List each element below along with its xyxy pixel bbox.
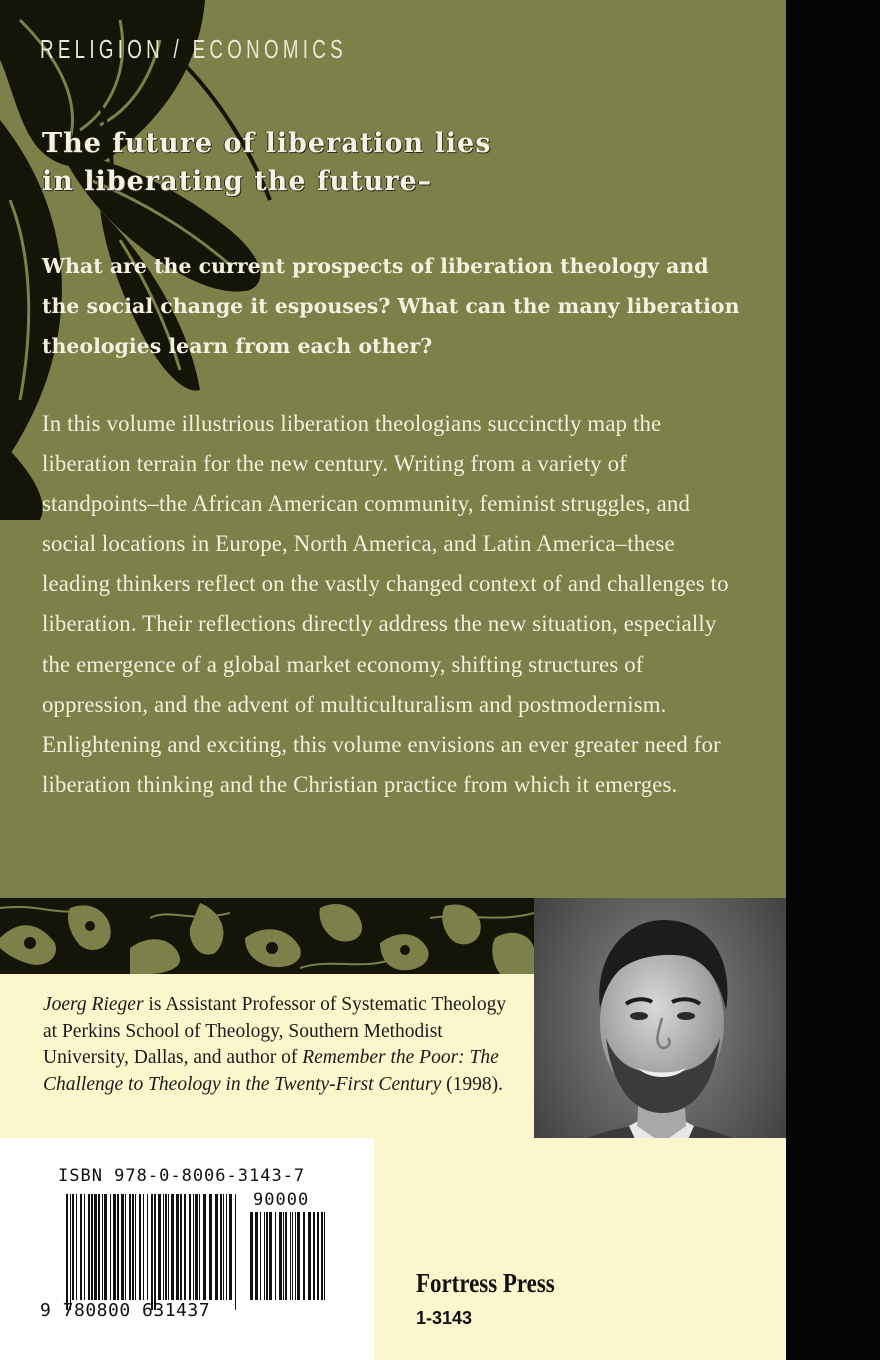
barcode-bar — [317, 1212, 319, 1300]
barcode-bar — [147, 1194, 148, 1300]
barcode-bar — [292, 1212, 293, 1300]
barcode-bar — [297, 1212, 300, 1300]
book-description: In this volume illustrious liberation theologians succinctly map the liberation terrain for the new century. Writing from a variety of standpoints–the African American community, feminist struggles, and social locations in Europe, North America, and Latin America–these leading thinkers reflect on the vastly changed context of and challenges to liberation. Their reflections directly address the new situation, especially the emergence of a global market economy, shifting structures of oppression, and the advent of multiculturalism and postmodernism. Enlightening and exciting, this volume envisions an ever greater need for liberation thinking and the Christian practice from which it emerges. — [42, 411, 729, 797]
barcode-bar — [102, 1194, 103, 1300]
barcode-bar — [223, 1194, 224, 1300]
barcode-bar — [98, 1194, 100, 1300]
barcode-bar — [91, 1194, 93, 1300]
bio-text-2: (1998). — [441, 1073, 504, 1095]
price-code: 90000 — [253, 1190, 310, 1210]
barcode-bar — [229, 1194, 232, 1300]
barcode-bar — [88, 1194, 90, 1300]
barcode-bar — [295, 1212, 296, 1300]
barcode-bar — [209, 1194, 212, 1300]
barcode-bar — [189, 1194, 191, 1300]
barcode-bar — [279, 1212, 282, 1300]
barcode-bar — [285, 1212, 287, 1300]
barcode-bar — [121, 1194, 124, 1300]
barcode-bar — [264, 1212, 265, 1300]
barcode-bar — [168, 1194, 169, 1300]
barcode-bar — [171, 1194, 174, 1300]
lead-questions: What are the current prospects of liberation theology and the social change it espouses? What can the many liberation theologies learn from each other? — [42, 254, 740, 358]
category-label: RELIGION / ECONOMICS — [40, 34, 347, 64]
price-barcode — [250, 1212, 328, 1310]
barcode-bar — [203, 1194, 206, 1300]
barcode-bar — [165, 1194, 167, 1300]
barcode-bar — [104, 1194, 107, 1300]
isbn-label: ISBN 978-0-8006-3143-7 — [58, 1166, 306, 1186]
barcode-bar — [66, 1194, 68, 1310]
barcode-bar — [125, 1194, 126, 1300]
barcode-bar — [143, 1194, 144, 1300]
barcode-bar — [151, 1194, 153, 1310]
barcode-bar — [158, 1194, 161, 1300]
barcode-bar — [113, 1194, 116, 1300]
barcode-bar — [266, 1212, 268, 1300]
barcode-bar — [290, 1212, 291, 1300]
author-bio — [43, 992, 523, 1098]
floral-pattern — [0, 898, 534, 974]
spine-edge — [786, 0, 880, 1360]
publisher-name: Fortress Press — [416, 1268, 555, 1298]
barcode-bar — [70, 1194, 71, 1310]
barcode-bar — [180, 1194, 182, 1300]
barcode-bar — [235, 1194, 236, 1310]
barcode-bar — [72, 1194, 74, 1300]
headline — [42, 125, 491, 201]
decorative-band — [0, 898, 534, 974]
barcode-bar — [135, 1194, 136, 1300]
barcode-bar — [94, 1194, 97, 1300]
barcode-bar — [275, 1212, 276, 1300]
barcode-bar — [321, 1212, 323, 1300]
barcode-bar — [215, 1194, 218, 1300]
headline-line-1: The future of liberation lies — [42, 128, 492, 159]
barcode-bar — [154, 1194, 156, 1310]
barcode-bar — [226, 1194, 227, 1300]
barcode-bar — [308, 1212, 311, 1300]
publisher-code: 1-3143 — [416, 1308, 473, 1328]
barcode-bar — [255, 1212, 258, 1300]
barcode-bar — [76, 1194, 77, 1300]
barcode-bar — [132, 1194, 134, 1300]
barcode-bar — [260, 1212, 261, 1300]
barcode-digits: 9 780800 631437 — [40, 1300, 211, 1321]
barcode-bar — [324, 1212, 325, 1300]
barcode-bar — [176, 1194, 179, 1300]
ean-barcode — [66, 1194, 238, 1310]
author-name: Joerg Rieger — [43, 994, 144, 1015]
barcode-bar — [269, 1212, 272, 1300]
barcode-bar — [195, 1194, 198, 1300]
barcode-bar — [250, 1212, 253, 1300]
headline-line-2: in liberating the future– — [42, 166, 433, 197]
barcode-bar — [313, 1212, 315, 1300]
barcode-bar — [303, 1212, 305, 1300]
barcode-bar — [220, 1194, 222, 1300]
barcode-bar — [117, 1194, 119, 1300]
publisher-panel-extension — [534, 1238, 786, 1360]
barcode-bar — [163, 1194, 164, 1300]
barcode-bar — [184, 1194, 186, 1300]
barcode-bar — [139, 1194, 141, 1300]
book-title: Remember the Poor: The Challenge to Theology in the Twenty-First Century — [43, 1047, 499, 1095]
barcode-bar — [110, 1194, 111, 1300]
barcode-bar — [84, 1194, 85, 1300]
barcode-bar — [199, 1194, 200, 1300]
barcode-bar — [193, 1194, 194, 1300]
barcode-bar — [80, 1194, 82, 1300]
bio-text-1: is Assistant Professor of Systematic Theology at Perkins School of Theology, Southern Methodist University, Dallas, and author of — [43, 994, 507, 1068]
barcode-bar — [129, 1194, 131, 1300]
barcode-bar — [283, 1212, 284, 1300]
